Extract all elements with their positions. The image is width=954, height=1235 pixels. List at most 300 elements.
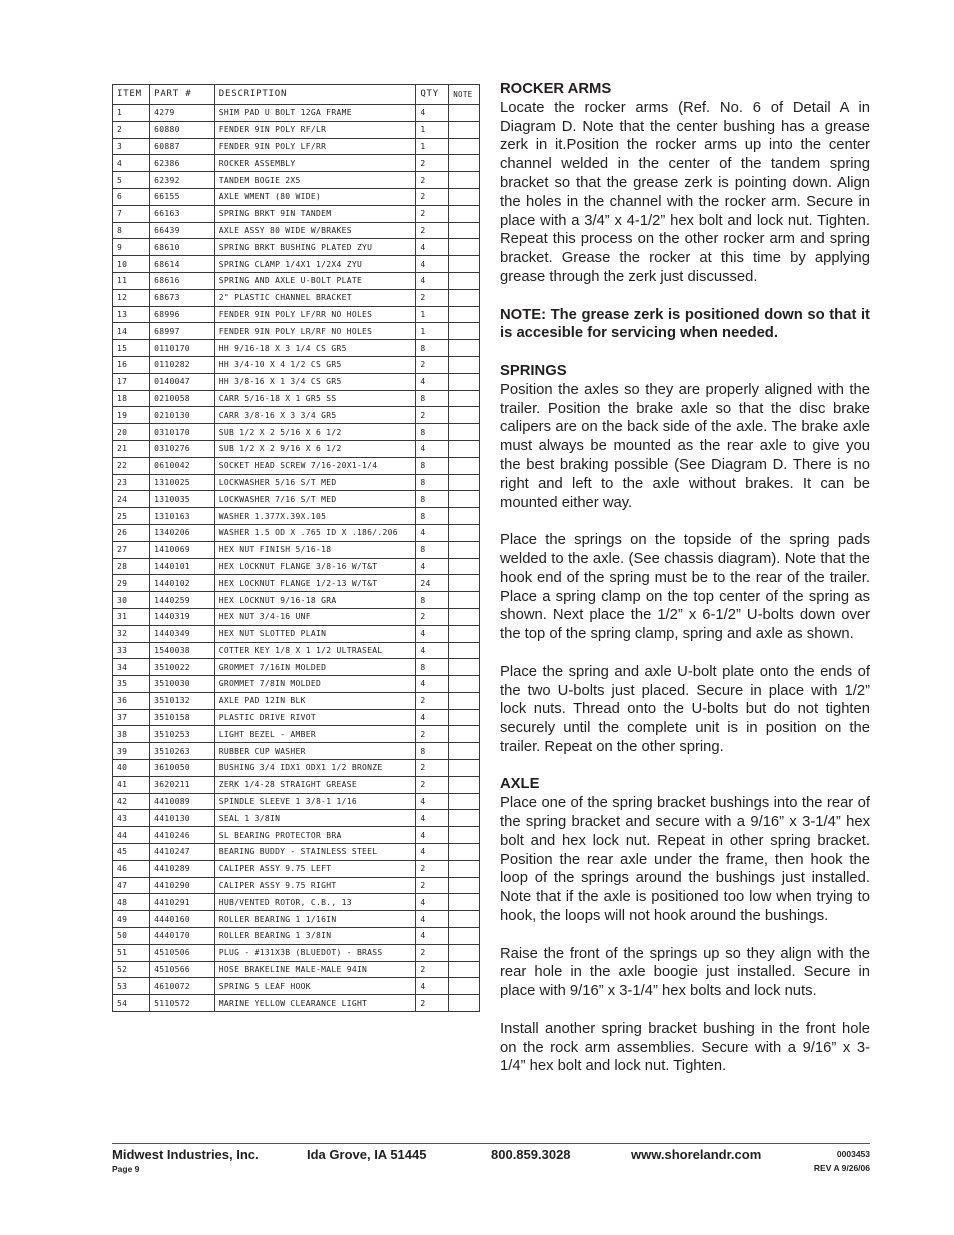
cell-part-number: 1440101 xyxy=(150,558,215,575)
cell-part-number: 3620211 xyxy=(150,776,215,793)
springs-paragraph-3: Place the spring and axle U-bolt plate onto the ends of the two U-bolts just placed. Secure in place with 1/2” lock nuts. Thread onto the U-bolts but do not tighten securely until the complete unit is in position on the trailer. Repeat on the other spring. xyxy=(500,663,870,755)
cell-qty: 2 xyxy=(416,205,449,222)
cell-part-number: 4410289 xyxy=(150,860,215,877)
cell-note xyxy=(449,776,480,793)
cell-description: AXLE PAD 12IN BLK xyxy=(214,692,416,709)
cell-item: 10 xyxy=(113,256,150,273)
cell-qty: 8 xyxy=(416,659,449,676)
footer-divider xyxy=(112,1143,870,1144)
cell-part-number: 1310025 xyxy=(150,474,215,491)
table-row xyxy=(113,911,480,928)
cell-qty: 8 xyxy=(416,457,449,474)
cell-item: 34 xyxy=(113,659,150,676)
table-row xyxy=(113,608,480,625)
cell-item: 49 xyxy=(113,911,150,928)
axle-paragraph-2: Raise the front of the springs up so they align with the rear hole in the axle boogie just installed. Secure in place with 9/16” x 3-1/4” hex bolts and lock nuts. xyxy=(500,945,870,1000)
footer-revision: REV A 9/26/06 xyxy=(813,1163,870,1173)
cell-part-number: 0610042 xyxy=(150,457,215,474)
cell-qty: 8 xyxy=(416,424,449,441)
footer-page-number: Page 9 xyxy=(112,1164,140,1174)
table-row xyxy=(113,928,480,945)
table-row xyxy=(113,323,480,340)
cell-qty: 1 xyxy=(416,306,449,323)
cell-note xyxy=(449,575,480,592)
cell-note xyxy=(449,810,480,827)
cell-qty: 8 xyxy=(416,541,449,558)
cell-qty: 8 xyxy=(416,340,449,357)
cell-description: HH 3/4-10 X 4 1/2 CS GR5 xyxy=(214,356,416,373)
cell-item: 46 xyxy=(113,860,150,877)
table-row xyxy=(113,575,480,592)
cell-note xyxy=(449,625,480,642)
cell-note xyxy=(449,390,480,407)
cell-note xyxy=(449,928,480,945)
cell-description: HEX LOCKNUT FLANGE 1/2-13 W/T&T xyxy=(214,575,416,592)
cell-description: BUSHING 3/4 IDX1 ODX1 1/2 BRONZE xyxy=(214,760,416,777)
cell-item: 11 xyxy=(113,272,150,289)
cell-part-number: 4410290 xyxy=(150,877,215,894)
cell-part-number: 0310276 xyxy=(150,440,215,457)
cell-part-number: 60887 xyxy=(150,138,215,155)
cell-item: 25 xyxy=(113,508,150,525)
cell-description: TANDEM BOGIE 2X5 xyxy=(214,172,416,189)
cell-part-number: 5110572 xyxy=(150,995,215,1012)
cell-part-number: 1440259 xyxy=(150,592,215,609)
table-row xyxy=(113,340,480,357)
cell-item: 53 xyxy=(113,978,150,995)
cell-note xyxy=(449,676,480,693)
cell-part-number: 1310035 xyxy=(150,491,215,508)
cell-qty: 2 xyxy=(416,222,449,239)
table-row xyxy=(113,642,480,659)
cell-item: 13 xyxy=(113,306,150,323)
cell-part-number: 3610050 xyxy=(150,760,215,777)
cell-description: HEX LOCKNUT 9/16-18 GRA xyxy=(214,592,416,609)
cell-item: 33 xyxy=(113,642,150,659)
cell-part-number: 0310170 xyxy=(150,424,215,441)
table-row xyxy=(113,709,480,726)
cell-qty: 4 xyxy=(416,625,449,642)
cell-note xyxy=(449,760,480,777)
cell-item: 37 xyxy=(113,709,150,726)
cell-part-number: 68997 xyxy=(150,323,215,340)
cell-part-number: 4610072 xyxy=(150,978,215,995)
cell-note xyxy=(449,558,480,575)
cell-part-number: 68673 xyxy=(150,289,215,306)
cell-part-number: 1440349 xyxy=(150,625,215,642)
table-row xyxy=(113,995,480,1012)
cell-description: WASHER 1.377X.39X.105 xyxy=(214,508,416,525)
cell-part-number: 68610 xyxy=(150,239,215,256)
cell-item: 5 xyxy=(113,172,150,189)
cell-qty: 4 xyxy=(416,844,449,861)
cell-note xyxy=(449,944,480,961)
cell-qty: 4 xyxy=(416,911,449,928)
table-row xyxy=(113,121,480,138)
table-row xyxy=(113,272,480,289)
cell-part-number: 4510566 xyxy=(150,961,215,978)
cell-note xyxy=(449,457,480,474)
cell-description: RUBBER CUP WASHER xyxy=(214,743,416,760)
cell-part-number: 3510158 xyxy=(150,709,215,726)
cell-qty: 4 xyxy=(416,558,449,575)
cell-qty: 2 xyxy=(416,726,449,743)
cell-qty: 2 xyxy=(416,961,449,978)
cell-note xyxy=(449,894,480,911)
cell-description: FENDER 9IN POLY LF/RR NO HOLES xyxy=(214,306,416,323)
heading-axle: AXLE xyxy=(500,776,540,793)
cell-item: 19 xyxy=(113,407,150,424)
cell-description: LIGHT BEZEL - AMBER xyxy=(214,726,416,743)
table-row xyxy=(113,692,480,709)
cell-note xyxy=(449,306,480,323)
instructions-column xyxy=(500,80,870,1076)
table-row xyxy=(113,659,480,676)
cell-note xyxy=(449,491,480,508)
cell-part-number: 0110282 xyxy=(150,356,215,373)
header-description: DESCRIPTION xyxy=(214,85,416,105)
cell-qty: 4 xyxy=(416,676,449,693)
cell-item: 27 xyxy=(113,541,150,558)
cell-item: 18 xyxy=(113,390,150,407)
cell-qty: 4 xyxy=(416,793,449,810)
cell-description: 2" PLASTIC CHANNEL BRACKET xyxy=(214,289,416,306)
cell-description: GROMMET 7/8IN MOLDED xyxy=(214,676,416,693)
cell-note xyxy=(449,323,480,340)
cell-description: HEX NUT FINISH 5/16-18 xyxy=(214,541,416,558)
cell-part-number: 0210130 xyxy=(150,407,215,424)
cell-description: SPRING CLAMP 1/4X1 1/2X4 ZYU xyxy=(214,256,416,273)
rocker-arms-paragraph: Locate the rocker arms (Ref. No. 6 of Detail A in Diagram D. Note that the center bushing has a grease zerk in it.Position the rocker arms up into the center channel welded in the center of the tandem spring bracket so that the grease zerk is pointing down. Align the holes in the channel with the rocker arm. Secure in place with a 3/4” x 4-1/2” hex bolt and lock nut. Tighten. Repeat this process on the other rocker arm and spring bracket. Grease the rocker at this time by applying grease through the zerk just discussed. xyxy=(500,99,870,285)
footer-company: Midwest Industries, Inc. xyxy=(112,1147,259,1162)
table-row xyxy=(113,827,480,844)
cell-note xyxy=(449,138,480,155)
cell-qty: 2 xyxy=(416,692,449,709)
cell-part-number: 4410089 xyxy=(150,793,215,810)
cell-part-number: 0110170 xyxy=(150,340,215,357)
cell-part-number: 66155 xyxy=(150,188,215,205)
table-row xyxy=(113,172,480,189)
cell-item: 42 xyxy=(113,793,150,810)
cell-note xyxy=(449,205,480,222)
table-row xyxy=(113,356,480,373)
footer-document-number: 0003453 xyxy=(836,1149,870,1159)
cell-description: SUB 1/2 X 2 5/16 X 6 1/2 xyxy=(214,424,416,441)
cell-part-number: 66439 xyxy=(150,222,215,239)
cell-note xyxy=(449,592,480,609)
cell-note xyxy=(449,995,480,1012)
cell-description: SHIM PAD U BOLT 12GA FRAME xyxy=(214,105,416,122)
cell-description: SPRING 5 LEAF HOOK xyxy=(214,978,416,995)
cell-qty: 1 xyxy=(416,121,449,138)
cell-item: 36 xyxy=(113,692,150,709)
table-row xyxy=(113,793,480,810)
cell-qty: 4 xyxy=(416,239,449,256)
cell-note xyxy=(449,155,480,172)
table-row xyxy=(113,844,480,861)
cell-item: 54 xyxy=(113,995,150,1012)
cell-part-number: 3510022 xyxy=(150,659,215,676)
cell-item: 20 xyxy=(113,424,150,441)
cell-part-number: 62386 xyxy=(150,155,215,172)
table-row xyxy=(113,743,480,760)
cell-item: 22 xyxy=(113,457,150,474)
heading-rocker-arms: ROCKER ARMS xyxy=(500,81,612,97)
cell-item: 47 xyxy=(113,877,150,894)
cell-part-number: 60880 xyxy=(150,121,215,138)
cell-description: SOCKET HEAD SCREW 7/16-20X1-1/4 xyxy=(214,457,416,474)
cell-qty: 8 xyxy=(416,743,449,760)
header-row xyxy=(113,85,480,105)
cell-qty: 2 xyxy=(416,995,449,1012)
cell-note xyxy=(449,474,480,491)
cell-part-number: 68616 xyxy=(150,272,215,289)
cell-qty: 4 xyxy=(416,642,449,659)
cell-part-number: 3510030 xyxy=(150,676,215,693)
cell-part-number: 62392 xyxy=(150,172,215,189)
cell-description: SPINDLE SLEEVE 1 3/8-1 1/16 xyxy=(214,793,416,810)
cell-qty: 2 xyxy=(416,172,449,189)
cell-description: SEAL 1 3/8IN xyxy=(214,810,416,827)
cell-part-number: 1410069 xyxy=(150,541,215,558)
cell-qty: 2 xyxy=(416,356,449,373)
cell-item: 21 xyxy=(113,440,150,457)
cell-item: 16 xyxy=(113,356,150,373)
cell-note xyxy=(449,407,480,424)
cell-note xyxy=(449,978,480,995)
cell-note xyxy=(449,524,480,541)
cell-part-number: 4440160 xyxy=(150,911,215,928)
cell-note xyxy=(449,105,480,122)
cell-note xyxy=(449,508,480,525)
cell-item: 3 xyxy=(113,138,150,155)
cell-note xyxy=(449,188,480,205)
cell-note xyxy=(449,272,480,289)
cell-item: 24 xyxy=(113,491,150,508)
cell-qty: 2 xyxy=(416,608,449,625)
cell-part-number: 68614 xyxy=(150,256,215,273)
cell-qty: 4 xyxy=(416,827,449,844)
cell-note xyxy=(449,659,480,676)
table-row xyxy=(113,676,480,693)
table-row xyxy=(113,155,480,172)
parts-list-table xyxy=(112,84,480,1012)
cell-qty: 8 xyxy=(416,508,449,525)
cell-note xyxy=(449,239,480,256)
cell-qty: 2 xyxy=(416,188,449,205)
cell-qty: 8 xyxy=(416,491,449,508)
header-qty: QTY xyxy=(416,85,449,105)
cell-part-number: 1440319 xyxy=(150,608,215,625)
springs-paragraph-1: Position the axles so they are properly aligned with the trailer. Position the brake axle so that the disc brake calipers are on the back side of the axle. The brake axle must always be mounted as the rear axle to give you the best braking possible (See Diagram D. There is no right and left to the axle without brakes. It can be mounted either way. xyxy=(500,381,870,511)
table-row xyxy=(113,726,480,743)
cell-note xyxy=(449,121,480,138)
cell-description: CALIPER ASSY 9.75 LEFT xyxy=(214,860,416,877)
table-row xyxy=(113,457,480,474)
cell-description: ROCKER ASSEMBLY xyxy=(214,155,416,172)
cell-qty: 2 xyxy=(416,407,449,424)
cell-description: HEX NUT SLOTTED PLAIN xyxy=(214,625,416,642)
cell-note xyxy=(449,877,480,894)
table-row xyxy=(113,592,480,609)
cell-description: SPRING BRKT 9IN TANDEM xyxy=(214,205,416,222)
cell-item: 35 xyxy=(113,676,150,693)
parts-table-body xyxy=(113,105,480,1012)
header-note: NOTE xyxy=(449,85,480,105)
cell-description: HEX NUT 3/4-16 UNF xyxy=(214,608,416,625)
cell-note xyxy=(449,289,480,306)
cell-description: SPRING BRKT BUSHING PLATED ZYU xyxy=(214,239,416,256)
heading-springs: SPRINGS xyxy=(500,362,567,379)
cell-description: ROLLER BEARING 1 3/8IN xyxy=(214,928,416,945)
cell-description: SL BEARING PROTECTOR BRA xyxy=(214,827,416,844)
cell-part-number: 68996 xyxy=(150,306,215,323)
cell-item: 41 xyxy=(113,776,150,793)
cell-item: 43 xyxy=(113,810,150,827)
cell-item: 29 xyxy=(113,575,150,592)
cell-description: AXLE WMENT (80 WIDE) xyxy=(214,188,416,205)
cell-item: 44 xyxy=(113,827,150,844)
cell-qty: 4 xyxy=(416,894,449,911)
grease-zerk-note: NOTE: The grease zerk is positioned down so that it is accesible for servicing when needed. xyxy=(500,306,870,342)
cell-item: 50 xyxy=(113,928,150,945)
cell-note xyxy=(449,827,480,844)
cell-description: LOCKWASHER 7/16 S/T MED xyxy=(214,491,416,508)
cell-item: 1 xyxy=(113,105,150,122)
cell-part-number: 4410291 xyxy=(150,894,215,911)
cell-qty: 2 xyxy=(416,860,449,877)
cell-item: 31 xyxy=(113,608,150,625)
cell-item: 26 xyxy=(113,524,150,541)
axle-paragraph-3: Install another spring bracket bushing in the front hole on the rock arm assemblies. Secure with a 9/16” x 3-1/4” hex bolt and lock nut. Tighten. xyxy=(500,1020,870,1075)
cell-part-number: 1310163 xyxy=(150,508,215,525)
table-row xyxy=(113,205,480,222)
table-row xyxy=(113,390,480,407)
cell-item: 52 xyxy=(113,961,150,978)
cell-description: HUB/VENTED ROTOR, C.B., 13 xyxy=(214,894,416,911)
cell-qty: 1 xyxy=(416,323,449,340)
cell-qty: 8 xyxy=(416,474,449,491)
cell-qty: 4 xyxy=(416,440,449,457)
cell-qty: 8 xyxy=(416,592,449,609)
cell-note xyxy=(449,911,480,928)
cell-description: PLUG - #131X3B (BLUEDOT) - BRASS xyxy=(214,944,416,961)
header-part-number: PART # xyxy=(150,85,215,105)
cell-qty: 24 xyxy=(416,575,449,592)
cell-note xyxy=(449,356,480,373)
cell-qty: 2 xyxy=(416,289,449,306)
table-row xyxy=(113,424,480,441)
footer-phone: 800.859.3028 xyxy=(491,1147,571,1162)
cell-description: FENDER 9IN POLY RF/LR xyxy=(214,121,416,138)
cell-qty: 4 xyxy=(416,373,449,390)
cell-qty: 8 xyxy=(416,390,449,407)
cell-note xyxy=(449,709,480,726)
cell-item: 4 xyxy=(113,155,150,172)
table-row xyxy=(113,894,480,911)
cell-description: HOSE BRAKELINE MALE-MALE 94IN xyxy=(214,961,416,978)
cell-item: 15 xyxy=(113,340,150,357)
table-row xyxy=(113,978,480,995)
axle-paragraph-1: Place one of the spring bracket bushings into the rear of the spring bracket and secure with a 9/16” x 3-1/4” hex bolt and hex lock nut. Repeat in other spring bracket. Position the rear axle under the frame, then hook the loop of the springs around the bushings just installed. Note that if the axle is positioned too low when trying to hook, the loops will not hook around the bushings. xyxy=(500,795,870,925)
cell-item: 45 xyxy=(113,844,150,861)
cell-note xyxy=(449,961,480,978)
table-row xyxy=(113,860,480,877)
cell-description: CARR 5/16-18 X 1 GR5 SS xyxy=(214,390,416,407)
cell-item: 48 xyxy=(113,894,150,911)
cell-qty: 4 xyxy=(416,928,449,945)
cell-description: GROMMET 7/16IN MOLDED xyxy=(214,659,416,676)
cell-note xyxy=(449,692,480,709)
table-row xyxy=(113,558,480,575)
cell-description: SPRING AND AXLE U-BOLT PLATE xyxy=(214,272,416,289)
table-row xyxy=(113,776,480,793)
cell-note xyxy=(449,256,480,273)
cell-note xyxy=(449,860,480,877)
table-row xyxy=(113,541,480,558)
cell-description: COTTER KEY 1/8 X 1 1/2 ULTRASEAL xyxy=(214,642,416,659)
cell-description: LOCKWASHER 5/16 S/T MED xyxy=(214,474,416,491)
table-row xyxy=(113,944,480,961)
header-item: ITEM xyxy=(113,85,150,105)
cell-qty: 4 xyxy=(416,524,449,541)
cell-note xyxy=(449,608,480,625)
cell-description: PLASTIC DRIVE RIVOT xyxy=(214,709,416,726)
cell-qty: 2 xyxy=(416,776,449,793)
table-row xyxy=(113,877,480,894)
cell-part-number: 3510132 xyxy=(150,692,215,709)
cell-qty: 4 xyxy=(416,256,449,273)
cell-description: WASHER 1.5 OD X .765 ID X .186/.206 xyxy=(214,524,416,541)
table-row xyxy=(113,306,480,323)
cell-part-number: 4440170 xyxy=(150,928,215,945)
table-row xyxy=(113,239,480,256)
cell-qty: 4 xyxy=(416,105,449,122)
table-row xyxy=(113,188,480,205)
table-row xyxy=(113,440,480,457)
cell-item: 14 xyxy=(113,323,150,340)
footer-city: Ida Grove, IA 51445 xyxy=(307,1147,427,1162)
cell-description: HH 9/16-18 X 3 1/4 CS GR5 xyxy=(214,340,416,357)
cell-description: ROLLER BEARING 1 1/16IN xyxy=(214,911,416,928)
cell-note xyxy=(449,844,480,861)
cell-note xyxy=(449,743,480,760)
cell-item: 2 xyxy=(113,121,150,138)
table-row xyxy=(113,138,480,155)
cell-description: AXLE ASSY 80 WIDE W/BRAKES xyxy=(214,222,416,239)
cell-item: 9 xyxy=(113,239,150,256)
cell-part-number: 0140047 xyxy=(150,373,215,390)
cell-part-number: 4279 xyxy=(150,105,215,122)
cell-item: 39 xyxy=(113,743,150,760)
table-row xyxy=(113,810,480,827)
parts-table-header xyxy=(113,85,480,105)
cell-item: 51 xyxy=(113,944,150,961)
table-row xyxy=(113,105,480,122)
cell-description: HH 3/8-16 X 1 3/4 CS GR5 xyxy=(214,373,416,390)
cell-item: 17 xyxy=(113,373,150,390)
cell-qty: 2 xyxy=(416,944,449,961)
cell-part-number: 1340206 xyxy=(150,524,215,541)
table-row xyxy=(113,524,480,541)
cell-note xyxy=(449,222,480,239)
cell-description: ZERK 1/4-28 STRAIGHT GREASE xyxy=(214,776,416,793)
cell-item: 8 xyxy=(113,222,150,239)
springs-paragraph-2: Place the springs on the topside of the spring pads welded to the axle. (See chassis diagram). Note that the hook end of the spring must be to the rear of the trailer. Place a spring clamp on the top center of the spring as shown. Next place the 1/2” x 6-1/2” U-bolts down over the top of the spring clamp, spring and axle as shown. xyxy=(500,532,870,643)
cell-note xyxy=(449,440,480,457)
cell-note xyxy=(449,726,480,743)
cell-item: 40 xyxy=(113,760,150,777)
